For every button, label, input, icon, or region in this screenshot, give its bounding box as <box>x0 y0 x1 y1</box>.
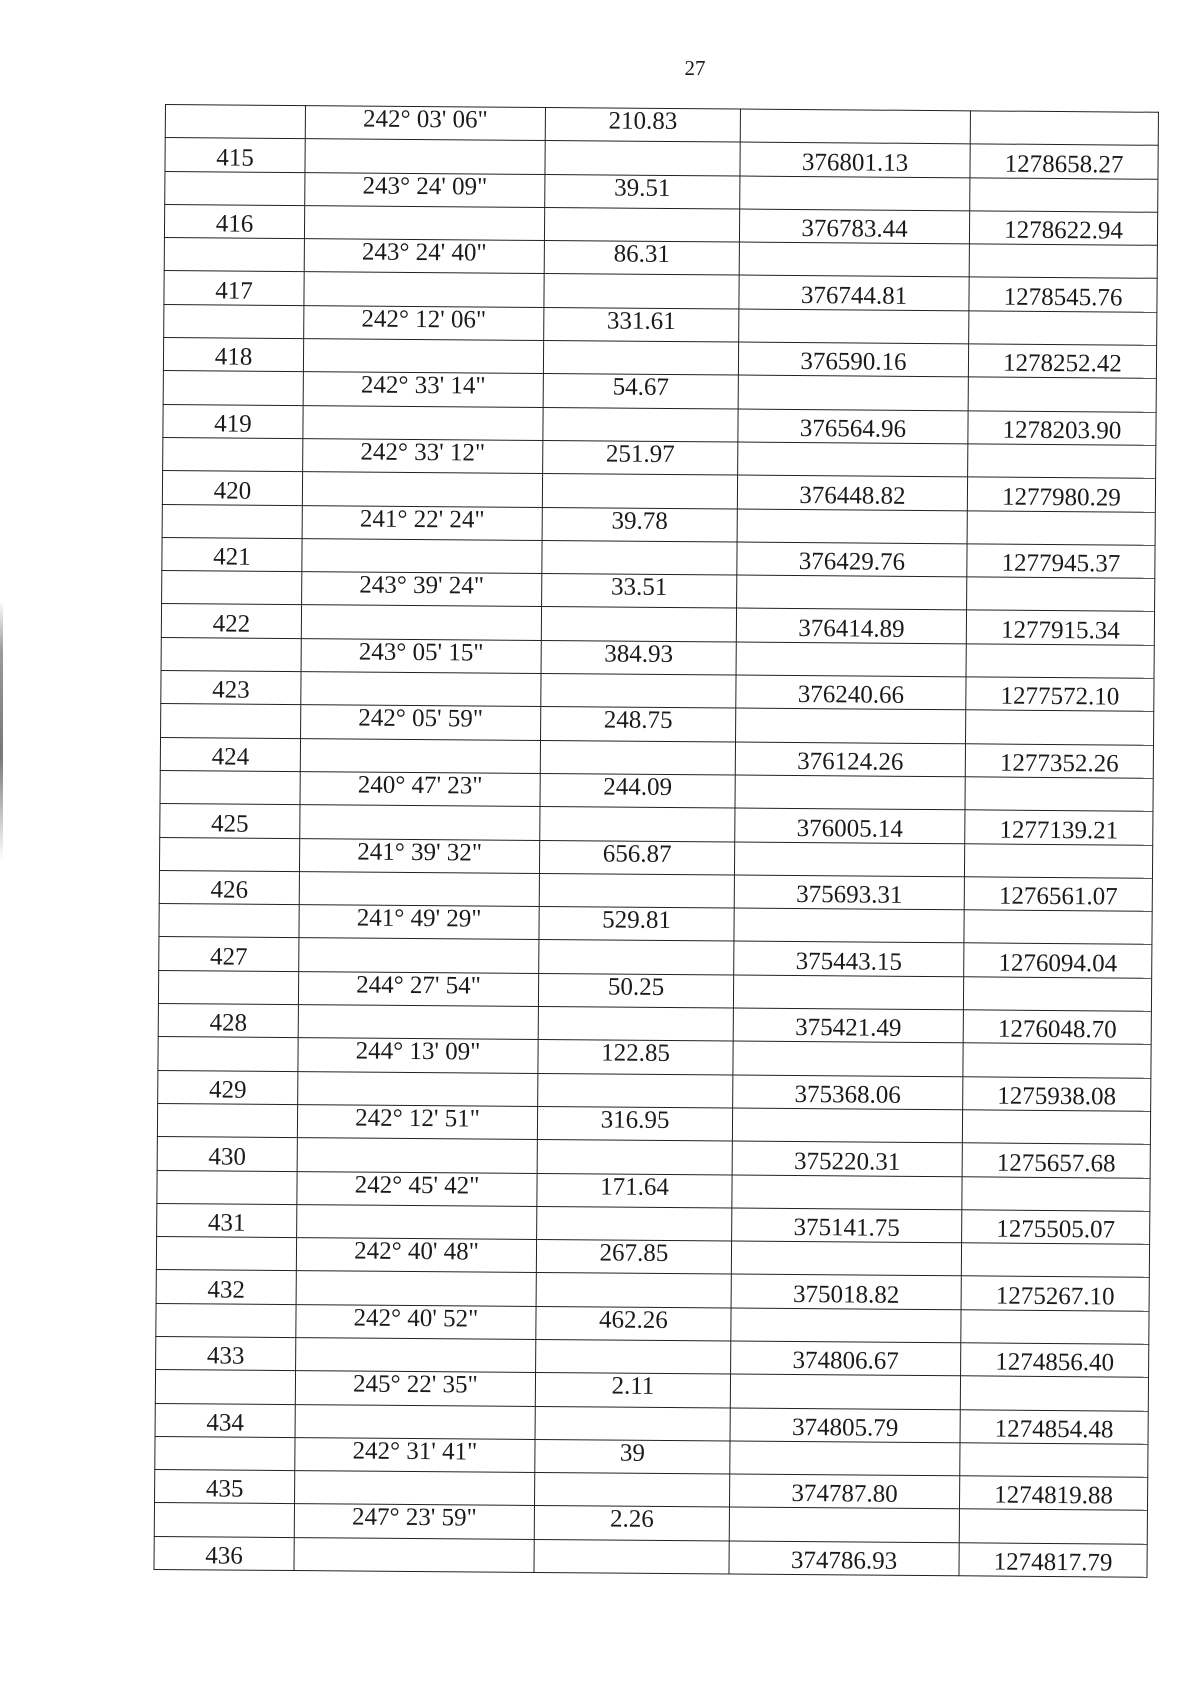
bearing-cell <box>298 1005 538 1040</box>
distance-cell: 122.85 <box>538 1040 733 1075</box>
easting-cell <box>962 1110 1150 1145</box>
easting-cell: 1275267.10 <box>961 1276 1149 1311</box>
distance-cell <box>545 141 740 176</box>
northing-cell <box>737 509 967 544</box>
easting-cell: 1278658.27 <box>970 144 1158 179</box>
easting-cell: 1277915.34 <box>966 610 1154 645</box>
station-cell: 422 <box>161 604 301 638</box>
bearing-cell <box>297 1138 537 1173</box>
station-cell <box>155 1436 295 1470</box>
bearing-cell: 243° 39' 24" <box>302 572 542 607</box>
bearing-cell: 242° 40' 48" <box>296 1238 536 1273</box>
northing-cell <box>731 1241 961 1276</box>
easting-cell: 1274854.48 <box>960 1409 1148 1444</box>
easting-cell: 1276048.70 <box>963 1010 1151 1045</box>
station-cell: 430 <box>157 1137 297 1171</box>
distance-cell: 171.64 <box>537 1173 732 1208</box>
northing-cell <box>740 176 970 211</box>
distance-cell: 210.83 <box>545 107 740 142</box>
bearing-cell <box>302 538 542 573</box>
station-cell <box>157 1170 297 1204</box>
station-cell: 418 <box>163 338 303 372</box>
bearing-cell: 241° 39' 32" <box>299 838 539 873</box>
coordinate-table-body <box>154 105 1158 1578</box>
easting-cell <box>966 644 1154 679</box>
distance-cell <box>537 1206 732 1241</box>
northing-cell <box>740 109 970 144</box>
easting-cell <box>960 1376 1148 1411</box>
northing-cell <box>739 242 969 277</box>
northing-cell: 375693.31 <box>734 875 964 910</box>
station-cell: 424 <box>160 737 300 771</box>
distance-cell <box>535 1473 730 1508</box>
northing-cell: 376783.44 <box>739 209 969 244</box>
easting-cell <box>964 843 1152 878</box>
station-cell <box>158 1037 298 1071</box>
distance-cell <box>544 274 739 309</box>
easting-cell: 1277572.10 <box>966 677 1154 712</box>
distance-cell <box>544 207 739 242</box>
easting-cell <box>961 1243 1149 1278</box>
northing-cell <box>730 1441 960 1476</box>
scan-edge-shadow <box>0 600 3 860</box>
station-cell <box>160 770 300 804</box>
northing-cell <box>733 1041 963 1076</box>
distance-cell <box>540 807 735 842</box>
station-cell: 416 <box>164 204 304 238</box>
station-cell <box>164 304 304 338</box>
distance-cell: 331.61 <box>544 307 739 342</box>
northing-cell: 374786.93 <box>729 1541 959 1576</box>
station-cell: 420 <box>162 471 302 505</box>
bearing-cell: 242° 05' 59" <box>301 705 541 740</box>
station-cell <box>163 437 303 471</box>
northing-cell: 376448.82 <box>737 475 967 510</box>
station-cell: 426 <box>159 870 299 904</box>
bearing-cell <box>296 1338 536 1373</box>
distance-cell <box>543 407 738 442</box>
station-cell <box>156 1303 296 1337</box>
bearing-cell: 242° 45' 42" <box>297 1171 537 1206</box>
bearing-cell <box>297 1204 537 1239</box>
distance-cell <box>535 1406 730 1441</box>
bearing-cell <box>300 738 540 773</box>
station-cell <box>161 637 301 671</box>
bearing-cell: 242° 12' 51" <box>297 1104 537 1139</box>
bearing-cell <box>299 938 539 973</box>
easting-cell <box>960 1443 1148 1478</box>
bearing-cell: 241° 22' 24" <box>302 505 542 540</box>
bearing-cell: 243° 05' 15" <box>301 638 541 673</box>
distance-cell: 86.31 <box>544 241 739 276</box>
easting-cell <box>963 977 1151 1012</box>
bearing-cell: 242° 03' 06" <box>305 106 545 141</box>
easting-cell <box>959 1509 1147 1544</box>
bearing-cell <box>302 472 542 507</box>
distance-cell: 529.81 <box>539 907 734 942</box>
distance-cell <box>537 1140 732 1175</box>
bearing-cell: 242° 31' 41" <box>295 1437 535 1472</box>
northing-cell: 376124.26 <box>735 742 965 777</box>
distance-cell: 2.11 <box>535 1373 730 1408</box>
northing-cell <box>734 908 964 943</box>
station-cell: 431 <box>157 1203 297 1237</box>
distance-cell: 54.67 <box>543 374 738 409</box>
easting-cell: 1276561.07 <box>964 877 1152 912</box>
easting-cell: 1277980.29 <box>967 477 1155 512</box>
easting-cell: 1278622.94 <box>969 211 1157 246</box>
distance-cell: 39.51 <box>545 174 740 209</box>
station-cell <box>161 704 301 738</box>
bearing-cell <box>304 272 544 307</box>
station-cell: 427 <box>159 937 299 971</box>
northing-cell: 376590.16 <box>738 342 968 377</box>
easting-cell <box>963 1043 1151 1078</box>
station-cell: 421 <box>162 537 302 571</box>
bearing-cell: 243° 24' 40" <box>304 239 544 274</box>
easting-cell <box>968 377 1156 412</box>
easting-cell <box>969 311 1157 346</box>
easting-cell: 1274856.40 <box>961 1343 1149 1378</box>
northing-cell: 375220.31 <box>732 1141 962 1176</box>
station-cell <box>165 105 305 139</box>
northing-cell <box>737 575 967 610</box>
station-cell <box>159 837 299 871</box>
easting-cell <box>964 910 1152 945</box>
station-cell: 423 <box>161 671 301 705</box>
northing-cell <box>738 442 968 477</box>
distance-cell: 50.25 <box>538 973 733 1008</box>
distance-cell <box>540 740 735 775</box>
station-cell: 415 <box>165 138 305 172</box>
distance-cell <box>536 1339 731 1374</box>
page-number: 27 <box>684 56 706 80</box>
distance-cell: 244.09 <box>540 773 735 808</box>
distance-cell: 39 <box>535 1439 730 1474</box>
station-cell <box>162 571 302 605</box>
northing-cell <box>736 642 966 677</box>
northing-cell: 376801.13 <box>740 142 970 177</box>
station-cell <box>159 904 299 938</box>
northing-cell: 375141.75 <box>732 1208 962 1243</box>
bearing-cell <box>303 405 543 440</box>
bearing-cell: 241° 49' 29" <box>299 905 539 940</box>
easting-cell: 1278203.90 <box>968 410 1156 445</box>
bearing-cell <box>305 139 545 174</box>
distance-cell: 33.51 <box>542 574 737 609</box>
easting-cell: 1278545.76 <box>969 277 1157 312</box>
bearing-cell: 247° 23' 59" <box>294 1504 534 1539</box>
easting-cell: 1274817.79 <box>959 1543 1147 1578</box>
station-cell <box>158 970 298 1004</box>
distance-cell <box>543 341 738 376</box>
easting-cell <box>962 1176 1150 1211</box>
northing-cell: 376240.66 <box>736 675 966 710</box>
northing-cell: 375421.49 <box>733 1008 963 1043</box>
easting-cell <box>961 1309 1149 1344</box>
station-cell: 429 <box>158 1070 298 1104</box>
easting-cell <box>965 777 1153 812</box>
bearing-cell <box>303 339 543 374</box>
easting-cell <box>970 177 1158 212</box>
bearing-cell: 242° 40' 52" <box>296 1304 536 1339</box>
bearing-cell: 244° 13' 09" <box>298 1038 538 1073</box>
station-cell <box>162 504 302 538</box>
easting-cell <box>966 710 1154 745</box>
distance-cell: 248.75 <box>541 707 736 742</box>
northing-cell <box>732 1174 962 1209</box>
station-cell <box>163 371 303 405</box>
northing-cell <box>731 1308 961 1343</box>
distance-cell <box>538 1073 733 1108</box>
distance-cell: 462.26 <box>536 1306 731 1341</box>
bearing-cell: 242° 33' 12" <box>303 439 543 474</box>
distance-cell: 316.95 <box>537 1106 732 1141</box>
northing-cell: 376744.81 <box>739 275 969 310</box>
station-cell: 419 <box>163 404 303 438</box>
distance-cell <box>539 940 734 975</box>
bearing-cell <box>295 1404 535 1439</box>
easting-cell: 1277945.37 <box>967 544 1155 579</box>
easting-cell <box>968 444 1156 479</box>
bearing-cell <box>294 1537 534 1572</box>
distance-cell <box>536 1273 731 1308</box>
bearing-cell <box>301 672 541 707</box>
bearing-cell: 244° 27' 54" <box>298 971 538 1006</box>
northing-cell <box>732 1108 962 1143</box>
distance-cell <box>541 674 736 709</box>
station-cell: 428 <box>158 1003 298 1037</box>
bearing-cell: 243° 24' 09" <box>305 172 545 207</box>
easting-cell <box>967 510 1155 545</box>
bearing-cell <box>304 205 544 240</box>
distance-cell: 2.26 <box>534 1506 729 1541</box>
easting-cell: 1275505.07 <box>962 1210 1150 1245</box>
station-cell <box>165 171 305 205</box>
bearing-cell <box>299 871 539 906</box>
station-cell: 432 <box>156 1270 296 1304</box>
northing-cell <box>739 309 969 344</box>
station-cell <box>164 238 304 272</box>
northing-cell: 375443.15 <box>734 941 964 976</box>
easting-cell <box>967 577 1155 612</box>
station-cell: 436 <box>154 1536 294 1570</box>
easting-cell: 1275657.68 <box>962 1143 1150 1178</box>
northing-cell: 374805.79 <box>730 1408 960 1443</box>
bearing-cell <box>296 1271 536 1306</box>
bearing-cell <box>298 1071 538 1106</box>
bearing-cell: 242° 33' 14" <box>303 372 543 407</box>
northing-cell: 376414.89 <box>736 608 966 643</box>
bearing-cell <box>301 605 541 640</box>
northing-cell <box>734 842 964 877</box>
distance-cell: 384.93 <box>541 640 736 675</box>
coordinate-table <box>153 104 1158 1578</box>
northing-cell: 376429.76 <box>737 542 967 577</box>
easting-cell: 1277352.26 <box>965 743 1153 778</box>
station-cell: 433 <box>156 1336 296 1370</box>
bearing-cell <box>300 805 540 840</box>
bearing-cell: 242° 12' 06" <box>304 305 544 340</box>
station-cell <box>156 1237 296 1271</box>
northing-cell: 376564.96 <box>738 409 968 444</box>
station-cell: 425 <box>160 804 300 838</box>
bearing-cell <box>295 1471 535 1506</box>
station-cell <box>154 1503 294 1537</box>
northing-cell <box>729 1507 959 1542</box>
northing-cell: 374806.67 <box>731 1341 961 1376</box>
northing-cell <box>735 775 965 810</box>
northing-cell: 374787.80 <box>729 1474 959 1509</box>
station-row <box>154 1536 1147 1577</box>
distance-cell <box>538 1006 733 1041</box>
northing-cell: 376005.14 <box>735 808 965 843</box>
station-cell: 435 <box>155 1470 295 1504</box>
northing-cell <box>738 375 968 410</box>
distance-cell <box>541 607 736 642</box>
distance-cell <box>542 540 737 575</box>
distance-cell: 656.87 <box>539 840 734 875</box>
easting-cell <box>970 111 1158 146</box>
bearing-cell: 240° 47' 23" <box>300 772 540 807</box>
easting-cell: 1277139.21 <box>965 810 1153 845</box>
station-cell: 417 <box>164 271 304 305</box>
easting-cell <box>969 244 1157 279</box>
easting-cell: 1278252.42 <box>968 344 1156 379</box>
northing-cell <box>730 1374 960 1409</box>
distance-cell: 267.85 <box>536 1240 731 1275</box>
distance-cell <box>534 1539 729 1574</box>
easting-cell: 1276094.04 <box>964 943 1152 978</box>
easting-cell: 1274819.88 <box>959 1476 1147 1511</box>
distance-cell: 39.78 <box>542 507 737 542</box>
distance-cell <box>542 474 737 509</box>
northing-cell: 375018.82 <box>731 1274 961 1309</box>
easting-cell: 1275938.08 <box>963 1076 1151 1111</box>
northing-cell <box>736 708 966 743</box>
distance-cell <box>539 873 734 908</box>
northing-cell: 375368.06 <box>733 1075 963 1110</box>
station-cell <box>155 1370 295 1404</box>
northing-cell <box>733 975 963 1010</box>
station-cell: 434 <box>155 1403 295 1437</box>
distance-cell: 251.97 <box>543 440 738 475</box>
bearing-cell: 245° 22' 35" <box>295 1371 535 1406</box>
station-cell <box>157 1103 297 1137</box>
